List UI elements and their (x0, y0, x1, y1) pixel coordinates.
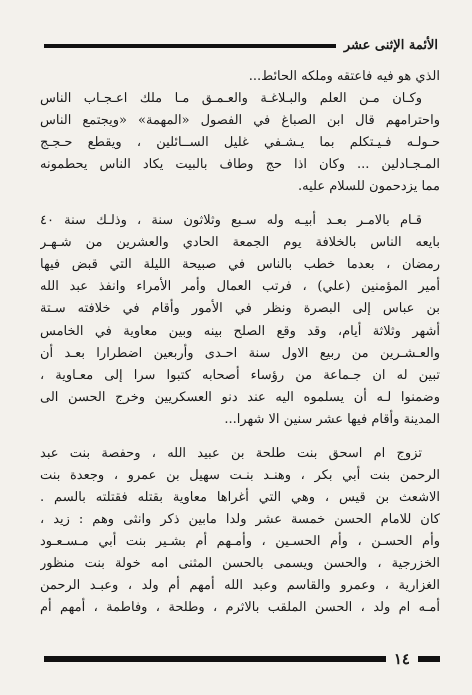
paragraph (40, 66, 440, 88)
text-line: الذي هو فيه فاعتقه وملكه الحائط... (248, 69, 440, 84)
text-line: الغزارية ، وعمرو والقاسم وعبد الله أمهم أم ولد ، وعبـد الرحمن (40, 578, 440, 594)
body-text (40, 66, 440, 619)
paragraph (40, 88, 440, 198)
text-line: بايعه الناس بالخلافة يوم الجمعة الحادي والعشرين من شـهـر (40, 235, 440, 251)
text-line: كان للامام الحسن خمسة عشر ولدا مابين ذكر وانثى وهم : زيد ، (40, 511, 440, 527)
text-line: بن عباس إلى البصرة ونظر في الأمور وأقام في خلافته سـتة (40, 301, 440, 317)
text-line: أشهر وثلاثة أيام، وقد وقع الصلح بينه وبين معاوية في الخامس (40, 323, 440, 339)
text-line: تزوج ام اسحق بنت طلحة بن عبيد الله ، وحفصة بنت عبد (40, 445, 422, 461)
text-line: المدينة وأقام فيها عشر سنين الا شهرا... (224, 411, 440, 427)
running-header-title: الأئمة الإثنى عشر (343, 38, 438, 53)
text-line: الاشعث بن قيس ، وهي التي أغراها معاوية بقتله فقتلته بالسم . (40, 489, 440, 505)
text-line: الرحمن بنت أبي بكر ، وهنـد بنـت سهيل بن عمرو ، وجعدة بنت (40, 467, 440, 483)
text-line: أمير المؤمنين (علي) ، فرتب العمال وأمر الأمراء وانفذ عبد الله (40, 279, 440, 295)
page-footer (44, 650, 440, 668)
footer-rule (44, 656, 386, 662)
text-line: تبين له ان جـماعة من رؤساء أصحابه كتبوا سرا إلى معـاوية ، (40, 367, 440, 383)
text-line: وأم الحسـن ، وأم الحسـين ، وأمـهم أم بشـير بنت أبي مـسـعـود (40, 533, 440, 549)
text-line: قـام بالامـر بعـد أبيـه وله سـبع وثلاثون سنة ، وذلـك سنة ٤٠ (40, 213, 422, 229)
text-line: وكـان مـن العلم والبـلاغـة والعـمـق مـا ملك اعـجـاب الناس (40, 91, 422, 107)
text-line: والعـشـرين من ربيع الاول سنة احـدى وأربعين اضطرارا بعـد أن (40, 345, 440, 361)
page-number: ١٤ (393, 650, 410, 668)
running-header (44, 38, 438, 53)
text-line: واحترامهم قال ابن الصباغ في الفصول «المهمة» «ويجتمع الناس (40, 113, 440, 129)
paragraph-gap (40, 431, 440, 443)
text-line: المـجـادلين ... وكان اذا حج وطاف بالبيت يكاد الناس يحطمونه (40, 157, 440, 173)
text-line: حـولـه فـيـتكلم بما يـشـفي غليل الســائلين ، ويقطع حـجـج (40, 135, 440, 151)
paragraph (40, 210, 440, 430)
text-line: الخزرجية ، والحسن ويسمى بالحسن المثنى امه خولة بنت منظور (40, 555, 440, 571)
text-line: وضمنوا لـه أن يسلموه اليه عند دنو العسكريين وخرج الحسن الى (40, 389, 440, 405)
text-line: رمضان ، بعدما خطب بالناس في صبيحة الليلة التي قبض فيها (40, 257, 440, 273)
text-line: أمـه ام ولد ، الحسن الملقب بالاثرم ، وطلحة ، وفاطمة ، أمهم أم (40, 600, 440, 616)
footer-mark (418, 656, 440, 662)
paragraph (40, 443, 440, 619)
paragraph-gap (40, 198, 440, 210)
header-rule (44, 44, 336, 48)
text-line: مما يزدحمون للسلام عليه. (298, 179, 440, 195)
